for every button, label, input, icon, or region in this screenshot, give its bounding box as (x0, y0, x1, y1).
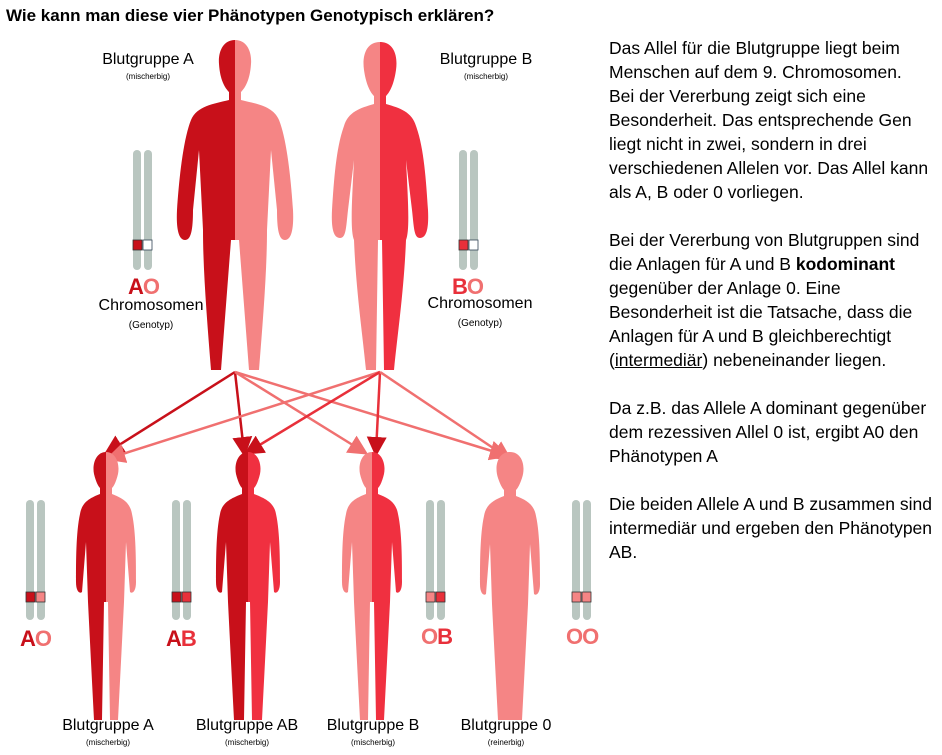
child-b-label: Blutgruppe B (326, 717, 420, 734)
father-note: (mischerbig) (125, 72, 170, 81)
kodominant-term: kodominant (795, 254, 896, 274)
intermediaer-term: intermediär (614, 350, 703, 370)
mother-genotype: BO (452, 274, 484, 299)
paragraph-kodominant: Bei der Vererbung von Blutgruppen sind die Anlagen für A und B kodominant gegenüber der Anlage 0. Eine Besonderheit ist die Tatsache, dass die Anlagen für A und B gleichberechtigt (intermediär) nebeneinander liegen. (609, 230, 920, 370)
child-figure-ab (216, 452, 280, 720)
child-0-label: Blutgruppe 0 (460, 717, 552, 734)
paragraph-intermediaer: Die beiden Allele A und B zusammen sind intermediär und ergeben den Phänotypen AB. (609, 494, 933, 562)
child-figure-a (76, 452, 136, 720)
page-title: Wie kann man diese vier Phänotypen Genotypisch erklären? (6, 6, 495, 25)
mother-chromosome-label: Chromosomen (427, 295, 533, 312)
child-a-genotype: AO (20, 626, 52, 651)
child-ab-note: (mischerbig) (224, 738, 269, 747)
inheritance-arrows (108, 372, 508, 458)
father-chromosome-label: Chromosomen (98, 297, 204, 314)
child-a-label: Blutgruppe A (62, 717, 154, 734)
father-chromosome-note: (Genotyp) (128, 320, 174, 331)
mother-chromosome-note: (Genotyp) (457, 318, 503, 329)
child-0-genotype: OO (566, 624, 599, 649)
child-0-note: (reinerbig) (487, 738, 525, 747)
child-a-note: (mischerbig) (85, 738, 130, 747)
mother-label: Blutgruppe B (439, 51, 533, 68)
child-ab-label: Blutgruppe AB (195, 717, 299, 734)
paragraph-dominant: Da z.B. das Allele A dominant gegenüber dem rezessiven Allel 0 ist, ergibt A0 den Phänotypen A (609, 398, 927, 466)
child-b-genotype: OB (421, 624, 453, 649)
child-b-note: (mischerbig) (350, 738, 395, 747)
child-figure-b (342, 452, 402, 720)
explanation-text (609, 36, 939, 564)
father-genotype: AO (128, 274, 160, 299)
mother-note: (mischerbig) (463, 72, 508, 81)
child-ab-genotype: AB (166, 626, 196, 651)
father-label: Blutgruppe A (102, 51, 194, 68)
paragraph-chromosome: Das Allel für die Blutgruppe liegt beim Menschen auf dem 9. Chromosomen. (609, 38, 902, 82)
paragraph-alleles: Bei der Vererbung zeigt sich eine Besonderheit. Das entsprechende Gen liegt nicht in zwei, sondern in drei verschiedenen Allelen vor. Das Allel kann als A, B oder 0 vorliegen. (609, 86, 929, 202)
child-figure-0 (480, 452, 540, 720)
